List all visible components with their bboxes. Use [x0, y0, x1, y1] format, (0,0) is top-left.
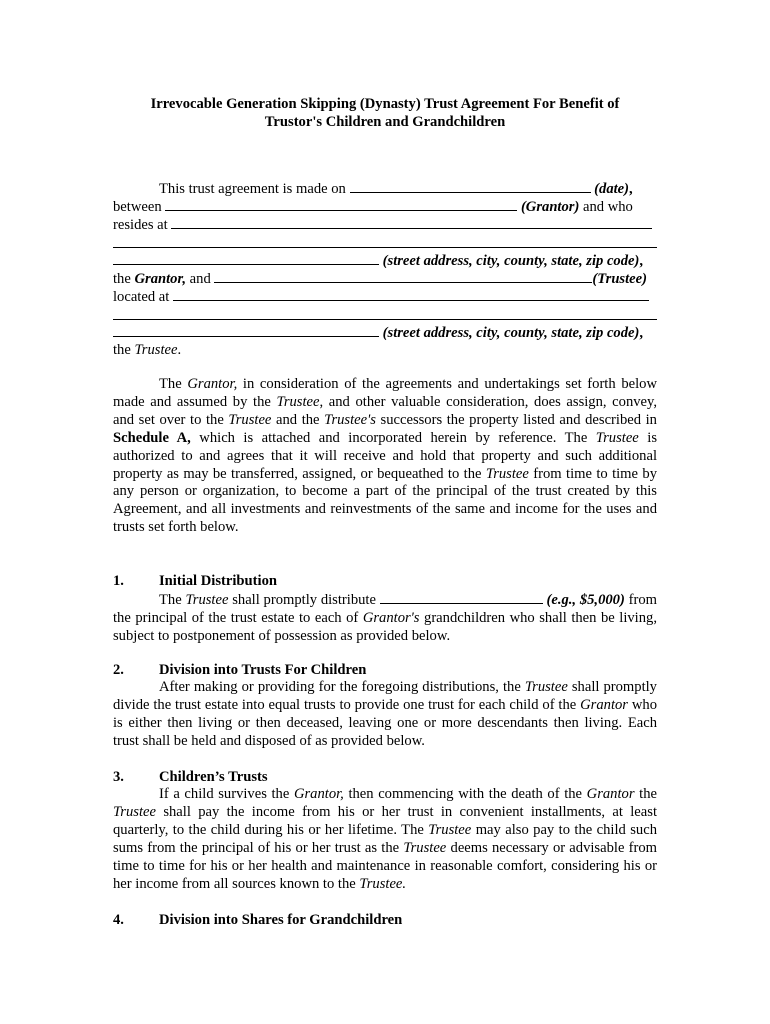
grantor-address-line: (street address, city, county, state, zip code),: [113, 251, 643, 270]
located-at-line: located at: [113, 287, 649, 306]
section-1-heading: Initial Distribution: [159, 573, 277, 589]
trustee-address-line: (street address, city, county, state, zip code),: [113, 323, 643, 342]
document-title-line-1: Irrevocable Generation Skipping (Dynasty) Trust Agreement For Benefit of: [150, 96, 620, 112]
section-2-body: After making or providing for the foregoing distributions, the Trustee shall promptly divide the trust estate into equal trusts to provide one trust for each child of the Grantor who is either then living or then deceased, leaving one or more descendants then living. Each trust shall be held and disposed of as provided below.: [113, 679, 657, 749]
distribution-amount-blank[interactable]: [380, 590, 543, 604]
grantor-address-blank-1[interactable]: [171, 215, 652, 229]
grantor-address-blank-2[interactable]: [113, 247, 657, 248]
date-blank[interactable]: [350, 179, 591, 193]
document-title-line-2: Trustor's Children and Grandchildren: [264, 114, 506, 130]
trustee-address-blank-3[interactable]: [113, 323, 379, 337]
intro-paragraph: The Grantor, in consideration of the agreements and undertakings set forth below made and assumed by the Trustee, and other valuable consideration, does assign, convey, and set over to the Trustee and the Trustee's successors the property listed and described in Schedule A, which is attached and incorporated herein by reference. The Trustee is authorized to and agrees that it will receive and hold that property and such additional property as may be transferred, assigned, or bequeathed to the Trustee from time to time by any person or organization, to become a part of the principal of the trust created by this Agreement, and all investments and reinvestments of the same and income for the uses and trusts set forth below.: [113, 376, 658, 536]
section-4-number: 4.: [113, 912, 124, 928]
between-line: between (Grantor) and who: [113, 199, 633, 215]
section-1-body: The Trustee shall promptly distribute (e.g., $5,000) from the principal of the trust estate to each of Grantor's grandchildren who shall then be living, subject to postponement of possession as provided below.: [113, 592, 657, 644]
grantor-name-blank[interactable]: [165, 197, 517, 211]
grantor-address-blank-3[interactable]: [113, 251, 379, 265]
trustee-name-blank[interactable]: [214, 269, 592, 283]
resides-at-line: resides at: [113, 215, 652, 234]
section-2-heading: Division into Trusts For Children: [159, 662, 367, 678]
made-on-line: This trust agreement is made on (date),: [159, 181, 633, 197]
trustee-line: the Grantor, and (Trustee): [113, 271, 647, 287]
trustee-address-blank-1[interactable]: [173, 287, 649, 301]
trustee-address-blank-2[interactable]: [113, 319, 657, 320]
section-3-heading: Children’s Trusts: [159, 769, 268, 785]
section-3-number: 3.: [113, 769, 124, 785]
the-trustee-line: the Trustee.: [113, 342, 182, 358]
section-1-number: 1.: [113, 573, 124, 589]
section-3-body: If a child survives the Grantor, then commencing with the death of the Grantor the Trustee shall pay the income from his or her trust in convenient installments, at least quarterly, to the child during his or her lifetime. The Trustee may also pay to the child such sums from the principal of his or her trust as the Trustee deems necessary or advisable from time to time for his or her health and maintenance in reasonable comfort, considering his or her income from all sources known to the Trustee.: [113, 786, 657, 892]
section-4-heading: Division into Shares for Grandchildren: [159, 912, 403, 928]
section-2-number: 2.: [113, 662, 124, 678]
